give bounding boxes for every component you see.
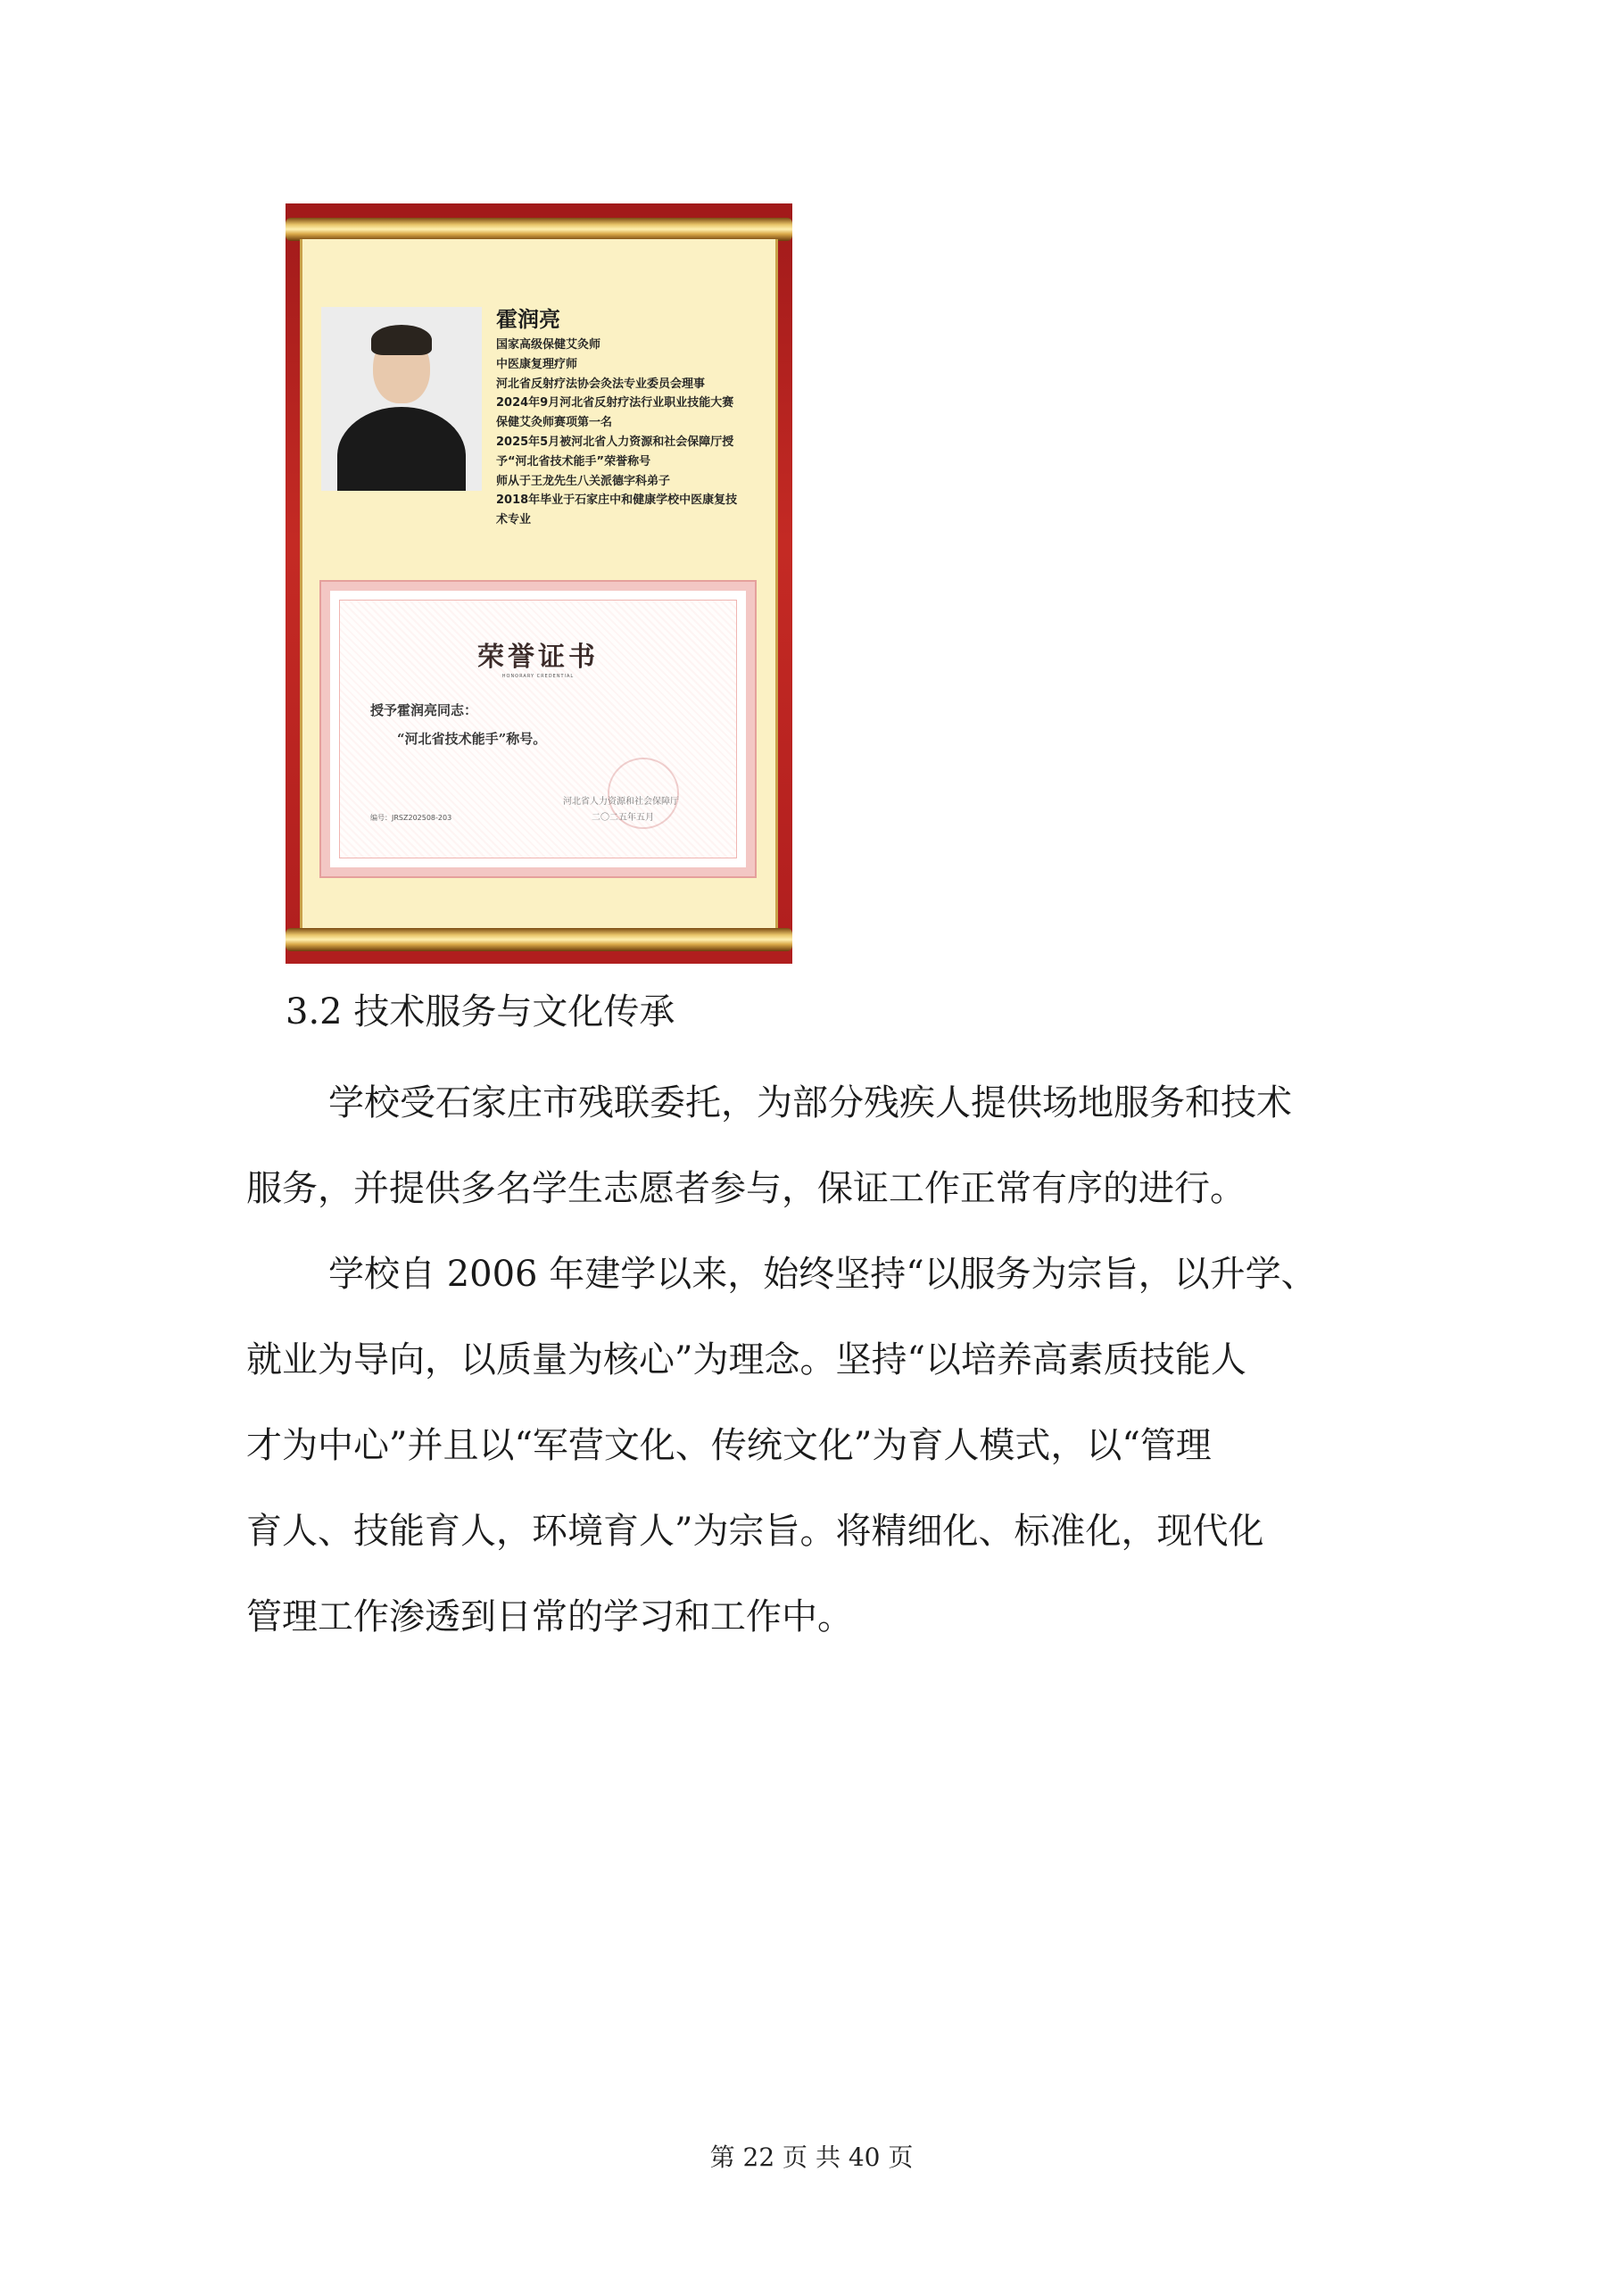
certificate-issuer: 河北省人力资源和社会保障厅	[563, 797, 679, 807]
certificate-inner-frame	[339, 600, 737, 858]
paragraph-line: 育人、技能育人，环境育人”为宗旨。将精细化、标准化，现代化	[246, 1511, 1264, 1552]
certificate-date: 二〇二五年五月	[592, 813, 654, 823]
paragraph-line: 服务，并提供多名学生志愿者参与，保证工作正常有序的进行。	[246, 1168, 1246, 1209]
bio-line: 2025年5月被河北省人力资源和社会保障厅授	[496, 435, 734, 449]
certificate-recipient: 授予霍润亮同志：	[370, 702, 478, 718]
certificate-subtitle: HONORARY CREDENTIAL	[501, 674, 575, 679]
section-heading: 3.2 技术服务与文化传承	[286, 991, 675, 1032]
bio-line: 保健艾灸师赛项第一名	[496, 416, 613, 430]
paragraph-line: 学校自 2006 年建学以来，始终坚持“以服务为宗旨，以升学、	[328, 1254, 1317, 1295]
page-number: 第 22 页 共 40 页	[709, 2143, 914, 2172]
bio-name: 霍润亮	[496, 307, 560, 332]
bio-line: 国家高级保健艾灸师	[496, 338, 601, 352]
honor-poster-image	[286, 203, 792, 964]
paragraph-line: 管理工作渗透到日常的学习和工作中。	[246, 1596, 853, 1637]
portrait-photo	[321, 307, 482, 491]
bio-text	[496, 336, 764, 530]
bio-line: 2024年9月河北省反射疗法行业职业技能大赛	[496, 396, 734, 410]
paragraph-line: 就业为导向，以质量为核心”为理念。坚持“以培养高素质技能人	[246, 1339, 1246, 1380]
honor-certificate	[321, 582, 755, 876]
paragraph-line: 才为中心”并且以“军营文化、传统文化”为育人模式，以“管理	[246, 1425, 1212, 1466]
certificate-title: 荣誉证书	[477, 642, 599, 673]
bio-line: 师从于王龙先生八关派德字科弟子	[496, 474, 671, 488]
scroll-rod-top	[286, 218, 792, 241]
scroll-rod-bottom	[286, 928, 792, 951]
bio-line: 河北省反射疗法协会灸法专业委员会理事	[496, 377, 706, 391]
portrait-body	[337, 407, 466, 491]
certificate-number: 编号：JRSZ202508-203	[370, 814, 452, 822]
portrait-hair	[371, 325, 432, 355]
certificate-title-awarded: “河北省技术能手”称号。	[397, 731, 547, 747]
bio-line: 予“河北省技术能手”荣誉称号	[496, 454, 651, 468]
paragraph-line: 学校受石家庄市残联委托，为部分残疾人提供场地服务和技术	[328, 1082, 1292, 1123]
bio-line: 术专业	[496, 513, 532, 527]
bio-line: 中医康复理疗师	[496, 357, 578, 371]
paragraph-volunteer-service	[246, 1060, 1388, 1231]
bio-line: 2018年毕业于石家庄中和健康学校中医康复技	[496, 493, 738, 508]
paragraph-school-philosophy	[246, 1231, 1388, 1660]
